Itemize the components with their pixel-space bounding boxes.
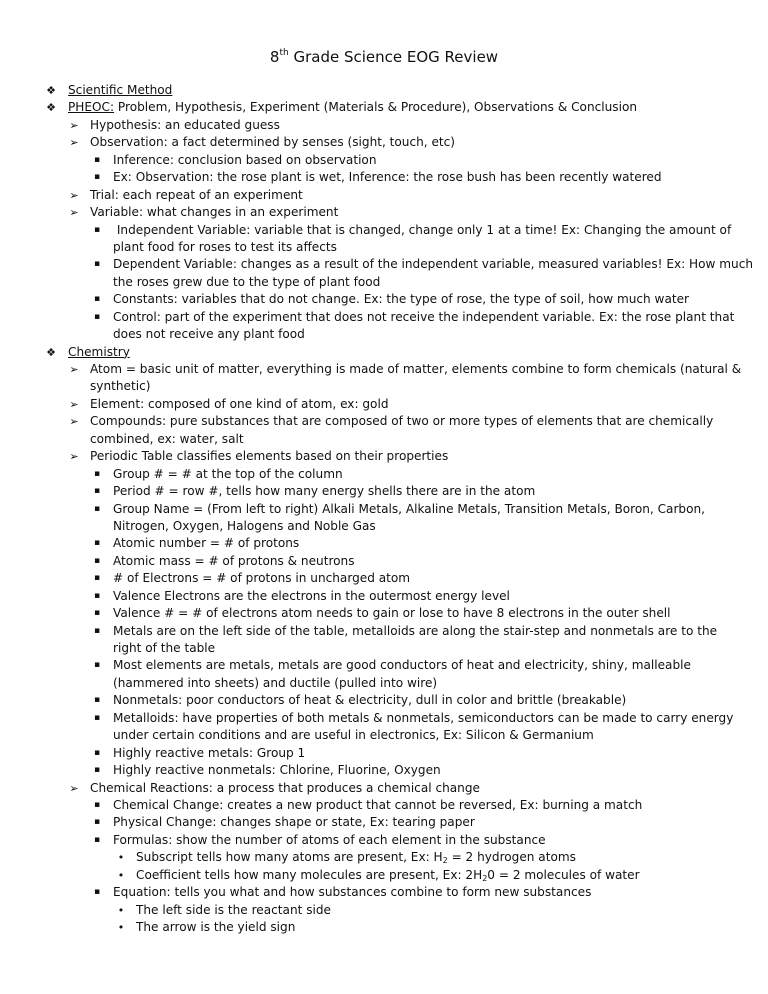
square-bullet-icon: ▪ [93,625,101,636]
round-bullet-icon: • [117,868,125,882]
outline-item: ▪ Constants: variables that do not change. Ex: the type of rose, the type of soil, how much water [0,291,768,308]
outline-item: ➢ Element: composed of one kind of atom, ex: gold [0,396,768,413]
outline-item: ▪ Group # = # at the top of the column [0,466,768,483]
outline-item-continuation: the roses grew due to the type of plant food [113,274,381,289]
title-text: Grade Science EOG Review [288,48,499,66]
outline-item: ▪ Ex: Observation: the rose plant is wet, Inference: the rose bush has been recently watered [0,169,768,186]
outline-item-continuation: Nitrogen, Oxygen, Halogens and Noble Gas [113,518,376,533]
outline-item: ▪ Highly reactive nonmetals: Chlorine, Fluorine, Oxygen [0,762,768,779]
arrow-bullet-icon: ➢ [69,206,79,220]
outline-item: ➢ Atom = basic unit of matter, everything is made of matter, elements combine to form chemicals (natural & [0,361,768,378]
outline-item-continuation: right of the table [113,641,216,655]
outline-item: ▪ Physical Change: changes shape or state, Ex: tearing paper [0,814,768,831]
outline-item: • The left side is the reactant side [0,902,768,919]
arrow-bullet-icon: ➢ [69,781,79,795]
review-outline [0,82,768,936]
outline-item-continuation: under certain conditions and are useful in electronics, Ex: Silicon & Germanium [113,728,594,743]
arrow-bullet-icon: ➢ [69,136,79,150]
outline-item: ▪ Atomic mass = # of protons & neutrons [0,553,768,570]
section-heading-chemistry: ❖ Chemistry [0,344,768,361]
square-bullet-icon: ▪ [93,608,101,619]
outline-item: ▪ Formulas: show the number of atoms of each element in the substance [0,832,768,849]
square-bullet-icon: ▪ [93,817,101,828]
outline-item: ▪ Inference: conclusion based on observation [0,152,768,169]
outline-item: ➢ Chemical Reactions: a process that produces a chemical change [0,780,768,797]
round-bullet-icon: • [117,903,125,917]
outline-item: ▪ Metals are on the left side of the table, metalloids are along the stair-step and nonmetals are to the [0,623,768,640]
square-bullet-icon: ▪ [93,172,101,183]
section-heading-scientific-method: ❖ Scientific Method [0,82,768,99]
square-bullet-icon: ▪ [93,154,101,165]
outline-item: ➢ Compounds: pure substances that are composed of two or more types of elements that are chemically [0,413,768,430]
arrow-bullet-icon: ➢ [69,118,79,132]
outline-item: ▪ Nonmetals: poor conductors of heat & electricity, dull in color and brittle (breakable) [0,692,768,709]
outline-item: ▪ Valence Electrons are the electrons in the outermost energy level [0,588,768,605]
square-bullet-icon: ▪ [93,294,101,305]
outline-item: ▪ Independent Variable: variable that is changed, change only 1 at a time! Ex: Changing the amount of [0,222,768,239]
square-bullet-icon: ▪ [93,799,101,810]
arrow-bullet-icon: ➢ [69,415,79,429]
outline-item-continuation: does not receive any plant food [113,327,305,342]
outline-item-continuation: combined, ex: water, salt [90,431,244,446]
square-bullet-icon: ▪ [93,660,101,671]
outline-item-continuation: synthetic) [90,379,151,394]
square-bullet-icon: ▪ [93,224,101,235]
outline-item: • Subscript tells how many atoms are present, Ex: $H_2 = 2$ hydrogen atoms [0,849,768,866]
square-bullet-icon: ▪ [93,590,101,601]
outline-item: ▪ Atomic number = # of protons [0,535,768,552]
outline-item: ▪ Group Name = (From left to right) Alkali Metals, Alkaline Metals, Transition Metals, Boron, Carbon, [0,501,768,518]
outline-item: ▪ Metalloids: have properties of both metals & nonmetals, semiconductors can be made to carry energy [0,710,768,727]
square-bullet-icon: ▪ [93,573,101,584]
arrow-bullet-icon: ➢ [69,188,79,202]
square-bullet-icon: ▪ [93,747,101,758]
square-bullet-icon: ▪ [93,555,101,566]
title-superscript: th [279,48,289,58]
diamond-bullet-icon: ❖ [46,101,56,115]
square-bullet-icon: ▪ [93,695,101,706]
diamond-bullet-icon: ❖ [46,84,56,97]
arrow-bullet-icon: ➢ [69,363,79,376]
square-bullet-icon: ▪ [93,468,101,479]
outline-item: • The arrow is the yield sign [0,919,768,936]
square-bullet-icon: ▪ [93,311,101,322]
square-bullet-icon: ▪ [93,834,101,845]
outline-item: ▪ Valence # = # of electrons atom needs to gain or lose to have 8 electrons in the outer shell [0,605,768,622]
arrow-bullet-icon: ➢ [69,450,79,464]
outline-item: ➢ Hypothesis: an educated guess [0,117,768,134]
outline-item: ▪ Period # = row #, tells how many energy shells there are in the atom [0,483,768,500]
square-bullet-icon: ▪ [93,538,101,549]
square-bullet-icon: ▪ [93,765,101,776]
round-bullet-icon: • [117,921,125,934]
square-bullet-icon: ▪ [93,712,101,723]
outline-item: ▪ Chemical Change: creates a new product that cannot be reversed, Ex: burning a match [0,797,768,814]
outline-item: ▪ Highly reactive metals: Group 1 [0,745,768,762]
outline-item: ▪ Dependent Variable: changes as a result of the independent variable, measured variables! Ex: How much [0,256,768,273]
outline-item: ❖ PHEOC: Problem, Hypothesis, Experiment (Materials & Procedure), Observations & Conclusion [0,99,768,116]
diamond-bullet-icon: ❖ [46,345,56,359]
square-bullet-icon: ▪ [93,503,101,514]
square-bullet-icon: ▪ [93,486,101,497]
outline-item: ➢ Variable: what changes in an experiment [0,204,768,221]
outline-item: ▪ # of Electrons = # of protons in uncharged atom [0,570,768,587]
title-base: 8 [269,48,280,66]
outline-item-continuation: plant food for roses to test its affects [113,239,337,254]
square-bullet-icon: ▪ [93,887,101,898]
outline-item: ▪ Most elements are metals, metals are good conductors of heat and electricity, shiny, malleable [0,657,768,674]
outline-item: ➢ Trial: each repeat of an experiment [0,187,768,204]
square-bullet-icon: ▪ [93,259,101,270]
outline-item: ▪ Control: part of the experiment that does not receive the independent variable. Ex: the rose plant that [0,309,768,326]
arrow-bullet-icon: ➢ [69,397,79,411]
outline-item: ➢ Periodic Table classifies elements based on their properties [0,448,768,465]
outline-item: • Coefficient tells how many molecules are present, Ex: $2H_20 = 2$ molecules of water [0,867,768,884]
outline-item: ▪ Equation: tells you what and how substances combine to form new substances [0,884,768,901]
outline-item-continuation: (hammered into sheets) and ductile (pulled into wire) [113,675,438,690]
page-title [0,44,768,67]
outline-item: ➢ Observation: a fact determined by senses (sight, touch, etc) [0,134,768,151]
round-bullet-icon: • [117,851,125,865]
